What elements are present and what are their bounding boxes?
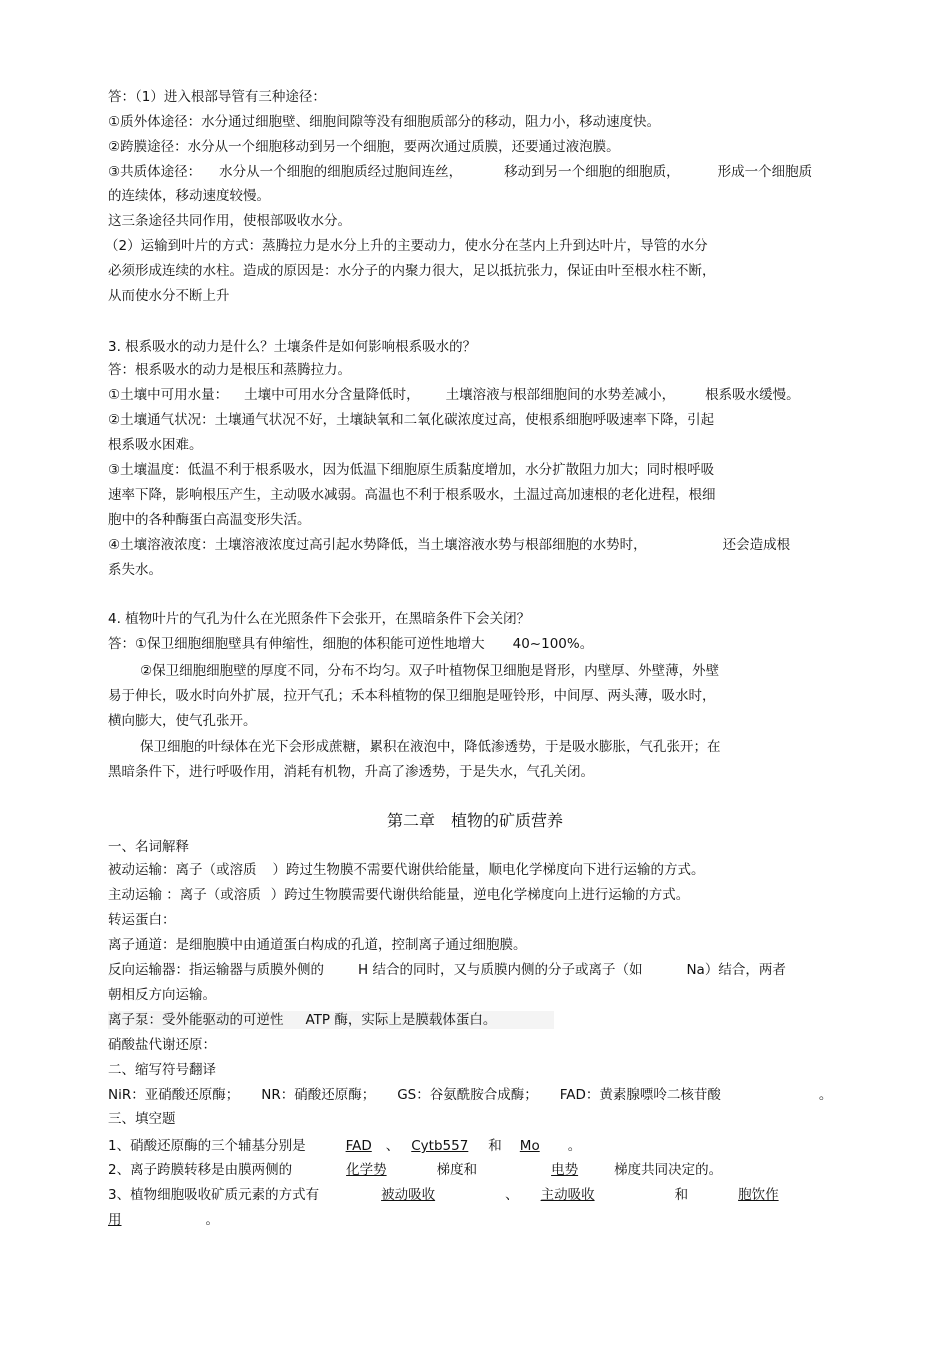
section-heading-2: 二、缩写符号翻译 [108,1062,216,1078]
abbr-nir: NiR：亚硝酸还原酶； [108,1087,240,1103]
soil-aeration: ②土壤通气状况：土壤通气状况不好，土壤缺氧和二氧化碳浓度过高，使根系细胞呼吸速率下降，引起 [108,412,715,428]
soil-aeration-cont: 根系吸水困难。 [108,437,203,453]
answer-electric-potential: 电势 [551,1162,579,1178]
abbreviations [108,1086,868,1104]
def-transporter: 转运蛋白： [108,912,176,928]
soil-solution-cont: 系失水。 [108,562,162,578]
text-seg: 水分从一个细胞的细胞质经过胞间连丝， [219,164,463,180]
text-seg: 。 [205,1212,219,1228]
text-seg: 、 [505,1187,519,1203]
abbr-nr: NR：硝酸还原酶； [261,1087,376,1103]
answer-intro: 答：（1）进入根部导管有三种途径： [108,89,326,105]
def-antiporter [108,961,786,979]
text-seg: ）跨过生物膜需要代谢供给能量，逆电化学梯度向上进行运输的方式。 [270,887,690,903]
section-heading-3: 三、填空题 [108,1111,176,1127]
text-seg: 。 [818,1087,833,1103]
symplast-cont: 的连续体，移动速度较慢。 [108,188,270,204]
text-seg: 反向运输器：指运输器与质膜外侧的 [108,962,324,978]
text-seg: Na）结合，两者 [686,962,786,978]
text-seg: 和 [488,1138,502,1154]
answer-passive-absorption: 被动吸收 [381,1187,436,1203]
stomata-1 [108,635,593,653]
three-paths-summary: 这三条途径共同作用，使根部吸收水分。 [108,213,351,229]
leaf-transport-1: （2）运输到叶片的方式：蒸腾拉力是水分上升的主要动力，使水分在茎内上升到达叶片，导管的水分 [105,238,708,254]
fill-3 [108,1186,858,1204]
text-seg: 形成一个细胞质 [717,164,813,180]
text-seg: 1、硝酸还原酶的三个辅基分别是 [108,1138,306,1154]
text-seg: 根系吸水缓慢。 [705,387,800,403]
text-seg: H 结合的同时，又与质膜内侧的分子或离子（如 [358,962,643,978]
text-seg: ）跨过生物膜不需要代谢供给能量，顺电化学梯度向下进行运输的方式。 [272,862,705,878]
symplast-path [108,163,812,181]
apoplast-path: ①质外体途径：水分通过细胞壁、细胞间隙等没有细胞质部分的移动，阻力小，移动速度快。 [108,114,661,130]
def-antiporter-cont: 朝相反方向运输。 [108,987,216,1003]
answer-cytb557: Cytb557 [411,1138,469,1154]
leaf-transport-2: 必须形成连续的水柱。造成的原因是：水分子的内聚力很大，足以抵抗张力，保证由叶至根水柱不断， [108,263,716,279]
text-seg: 主动运输 ：离子（或溶质 [108,887,261,903]
answer-mo: Mo [519,1138,540,1154]
text-seg: 40~100%。 [512,636,594,652]
section-heading-1: 一、名词解释 [108,839,189,855]
text-seg: 3、植物细胞吸收矿质元素的方式有 [108,1187,320,1203]
text-seg: 答：①保卫细胞细胞壁具有伸缩性，细胞的体积能可逆性地增大 [108,636,485,652]
soil-temp-1: ③土壤温度：低温不利于根系吸水，因为低温下细胞原生质黏度增加，水分扩散阻力加大；同时根呼吸 [108,462,715,478]
text-seg: 土壤溶液与根部细胞间的水势差减小， [445,387,676,403]
text-seg: ATP 酶，实际上是膜载体蛋白。 [305,1012,497,1028]
transmembrane-path: ②跨膜途径：水分从一个细胞移动到另一个细胞，要两次通过质膜，还要通过液泡膜。 [108,139,620,155]
text-seg: 被动运输：离子（或溶质 [108,862,257,878]
text-seg: ③共质体途径： [108,164,202,180]
answer-chemical-potential: 化学势 [346,1162,387,1178]
text-seg: 还会造成根 [722,537,791,553]
answer-pinocytosis-end: 用 [108,1212,122,1228]
fill-1 [108,1137,581,1155]
def-active-transport [108,886,689,904]
chapter-title: 第二章 植物的矿质营养 [386,811,563,830]
stomata-2: ②保卫细胞细胞壁的厚度不同，分布不均匀。双子叶植物保卫细胞是肾形，内壁厚、外壁薄，外壁 [140,663,720,679]
soil-solution [108,536,790,554]
leaf-transport-3: 从而使水分不断上升 [108,288,230,304]
question-3: 3. 根系吸水的动力是什么？土壤条件是如何影响根系吸水的？ [108,339,477,355]
soil-temp-2: 速率下降，影响根压产生，主动吸水减弱。高温也不利于根系吸水，土温过高加速根的老化进程，根细 [108,487,716,503]
stomata-3-cont: 黑暗条件下，进行呼吸作用，消耗有机物，升高了渗透势，于是失水，气孔关闭。 [108,764,594,780]
text-seg: 2、离子跨膜转移是由膜两侧的 [108,1162,293,1178]
def-nitrate-reduction: 硝酸盐代谢还原： [108,1037,216,1053]
fill-2 [108,1161,722,1179]
stomata-2-cont: 易于伸长，吸水时向外扩展，拉开气孔；禾本科植物的保卫细胞是哑铃形，中间厚、两头薄，吸水时， [108,688,716,704]
soil-temp-3: 胞中的各种酶蛋白高温变形失活。 [108,512,311,528]
question-4: 4. 植物叶片的气孔为什么在光照条件下会张开，在黑暗条件下会关闭？ [108,611,531,627]
answer-active-absorption: 主动吸收 [540,1187,595,1203]
abbr-gs: GS：谷氨酰胺合成酶； [397,1087,538,1103]
answer-fad: FAD [345,1138,372,1154]
text-seg: 移动到另一个细胞的细胞质， [504,164,680,180]
answer-3: 答：根系吸水的动力是根压和蒸腾拉力。 [108,362,351,378]
text-seg: 离子泵：受外能驱动的可逆性 [108,1012,284,1028]
text-seg: 土壤中可用水分含量降低时， [244,387,420,403]
text-seg: 。 [567,1138,582,1154]
text-seg: 和 [674,1187,689,1203]
soil-water [108,386,800,404]
text-seg: 梯度和 [436,1162,478,1178]
def-ion-channel: 离子通道：是细胞膜中由通道蛋白构成的孔道，控制离子通过细胞膜。 [108,937,527,953]
answer-pinocytosis: 胞饮作 [738,1187,779,1203]
text-seg: ①土壤中可用水量： [108,387,229,403]
def-ion-pump [108,1011,554,1029]
stomata-3: 保卫细胞的叶绿体在光下会形成蔗糖，累积在液泡中，降低渗透势，于是吸水膨胀，气孔张开；在 [140,739,721,755]
abbr-fad: FAD：黄素腺嘌呤二核苷酸 [559,1087,721,1103]
text-seg: 、 [385,1138,400,1154]
stomata-2-end: 横向膨大，使气孔张开。 [108,713,257,729]
def-passive-transport [108,861,705,879]
text-seg: ④土壤溶液浓度：土壤溶液浓度过高引起水势降低，当土壤溶液水势与根部细胞的水势时， [108,537,647,553]
text-seg: 梯度共同决定的。 [614,1162,723,1178]
fill-3-cont [108,1211,219,1229]
